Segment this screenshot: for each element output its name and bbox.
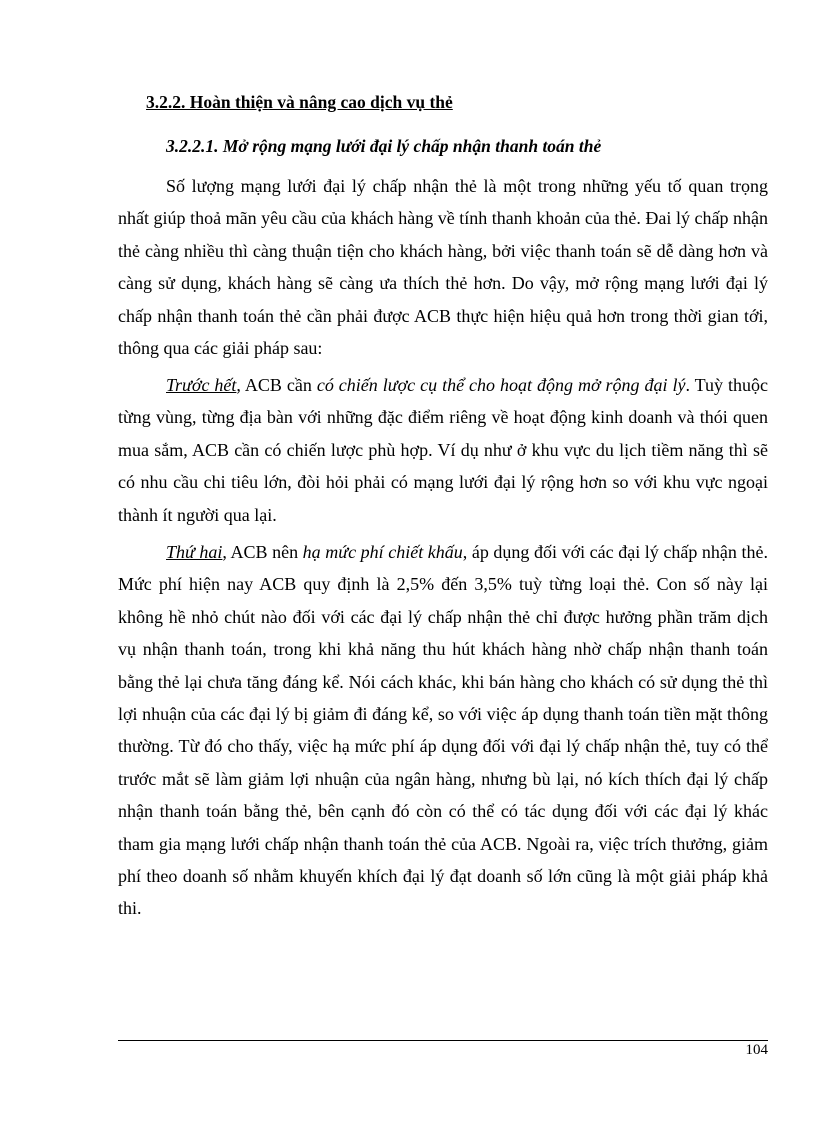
paragraph-second-text-a: , ACB nên (222, 542, 303, 562)
emphasis-first: có chiến lược cụ thể cho hoạt động mở rộng đại lý (316, 375, 686, 395)
subsection-heading: 3.2.2.1. Mở rộng mạng lưới đại lý chấp nhận thanh toán thẻ (166, 136, 602, 156)
emphasis-second: hạ mức phí chiết khấu (302, 542, 463, 562)
paragraph-first-text-a: , ACB cần (236, 375, 317, 395)
footer-divider (118, 1040, 768, 1041)
paragraph-first-solution (118, 369, 768, 531)
paragraph-second-solution (118, 536, 768, 925)
lead-in-first: Trước hết (166, 375, 237, 395)
lead-in-second: Thứ hai (166, 542, 223, 562)
paragraph-second-text-b: , áp dụng đối với các đại lý chấp nhận thẻ. Mức phí hiện nay ACB quy định là 2,5% đến 3,5% tuỳ từng loại thẻ. Con số này lại không hề nhỏ chút nào đối với các đại lý chấp nhận thẻ chỉ được hưởng phần trăm dịch vụ nhận thanh toán, trong khi khả năng thu hút khách hàng nhờ chấp nhận thanh toán bằng thẻ lại chưa tăng đáng kể. Nói cách khác, khi bán hàng cho khách có sử dụng thẻ thì lợi nhuận của các đại lý bị giảm đi đáng kể, so với việc áp dụng thanh toán tiền mặt thông thường. Từ đó cho thấy, việc hạ mức phí áp dụng đối với đại lý chấp nhận thẻ, tuy có thể trước mắt sẽ làm giảm lợi nhuận của ngân hàng, nhưng bù lại, nó kích thích đại lý chấp nhận thanh toán bằng thẻ, bên cạnh đó còn có thể có tác dụng đối với các đại lý khác tham gia mạng lưới chấp nhận thanh toán thẻ của ACB. Ngoài ra, việc trích thưởng, giảm phí theo doanh số nhằm khuyến khích đại lý đạt doanh số lớn cũng là một giải pháp khả thi. (118, 542, 768, 919)
page-number: 104 (745, 1042, 768, 1058)
paragraph-intro: Số lượng mạng lưới đại lý chấp nhận thẻ là một trong những yếu tố quan trọng nhất giúp thoả mãn yêu cầu của khách hàng về tính thanh khoản của thẻ. Đai lý chấp nhận thẻ càng nhiều thì càng thuận tiện cho khách hàng, bởi việc thanh toán sẽ dễ dàng hơn và càng sử dụng, khách hàng sẽ càng ưa thích thẻ hơn. Do vậy, mở rộng mạng lưới đại lý chấp nhận thanh toán thẻ cần phải được ACB thực hiện hiệu quả hơn trong thời gian tới, thông qua các giải pháp sau: (118, 176, 768, 359)
section-heading: 3.2.2. Hoàn thiện và nâng cao dịch vụ thẻ (146, 92, 453, 112)
paragraph-first-text-b: . Tuỳ thuộc từng vùng, từng địa bàn với những đặc điểm riêng về hoạt động kinh doanh và thói quen mua sắm, ACB cần có chiến lược phù hợp. Ví dụ như ở khu vực du lịch tiềm năng thì sẽ có nhu cầu chi tiêu lớn, đòi hỏi phải có mạng lưới đại lý rộng hơn so với khu vực ngoại thành ít người qua lại. (118, 375, 768, 525)
